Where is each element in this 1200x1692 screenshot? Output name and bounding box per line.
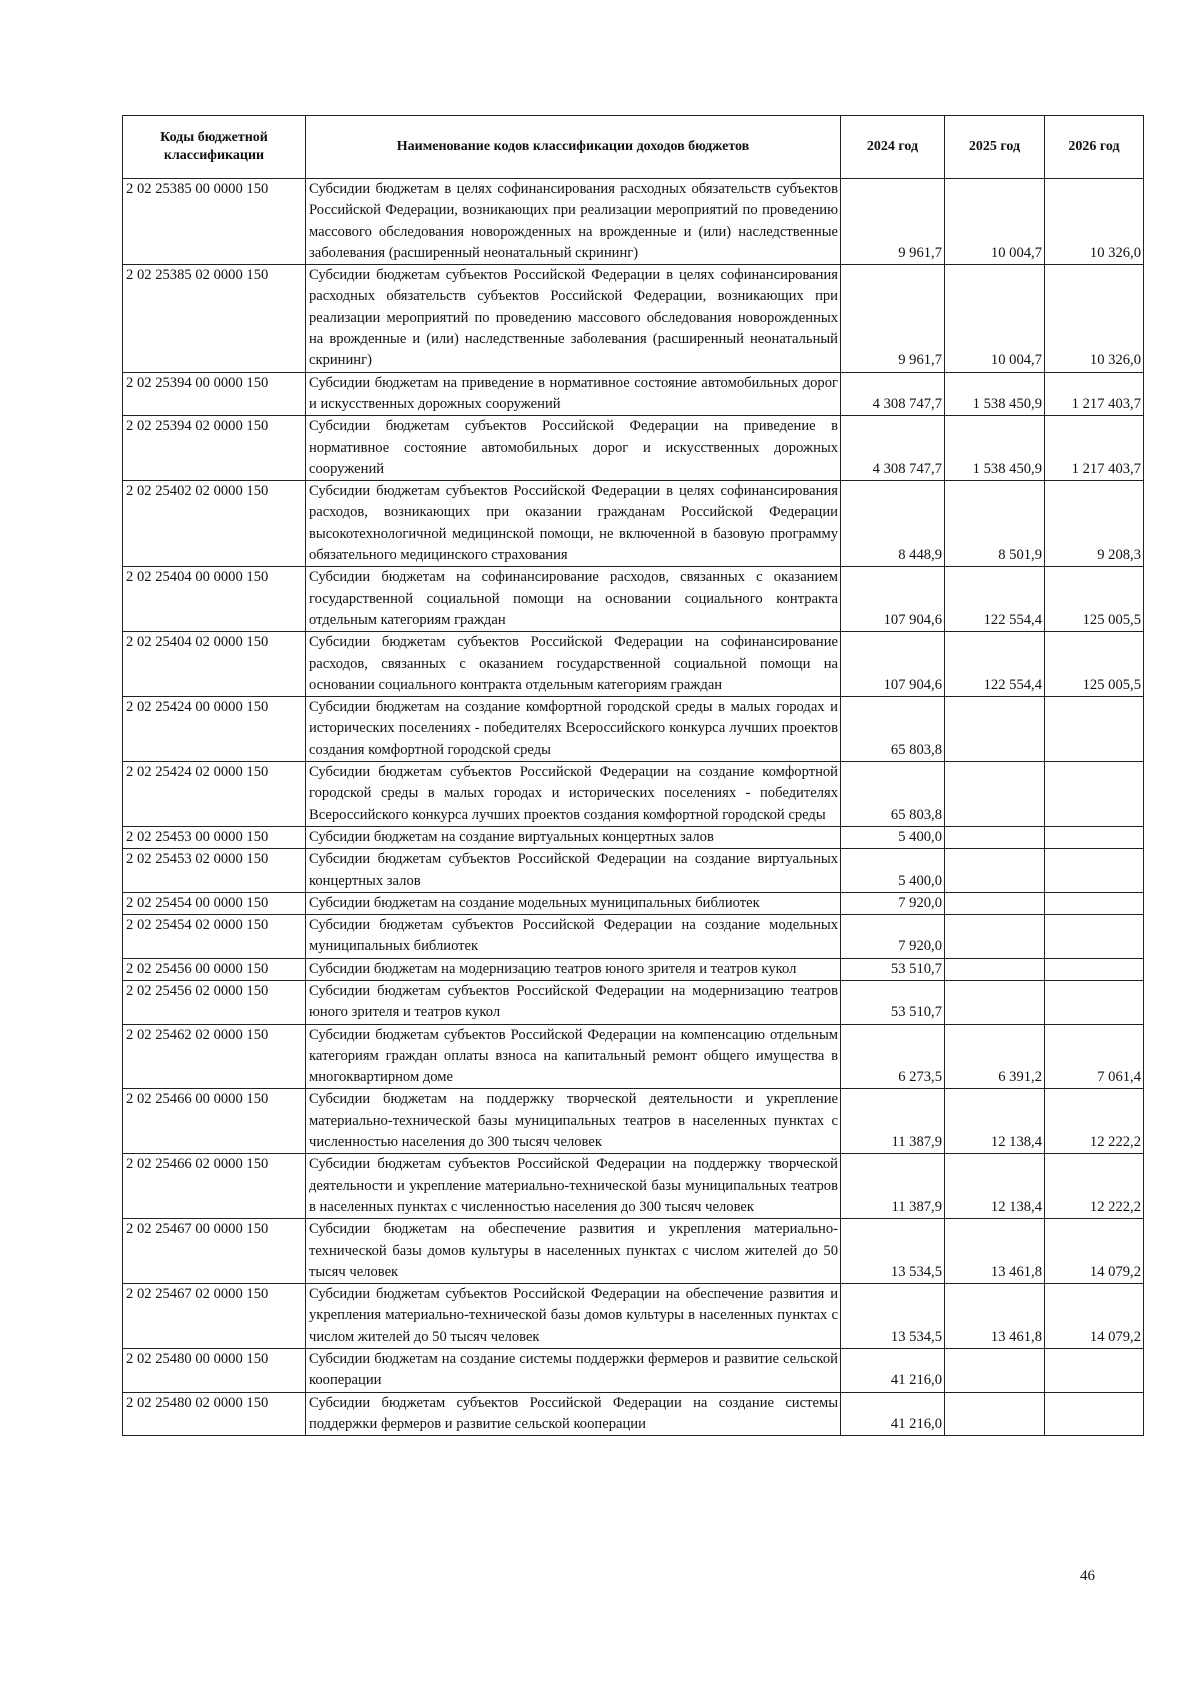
row-value-2025 bbox=[945, 980, 1045, 1024]
table-row bbox=[123, 980, 1144, 1024]
row-code-cell: 2 02 25453 00 0000 150 bbox=[123, 826, 306, 848]
row-value-2026 bbox=[1045, 849, 1144, 893]
row-name-cell: Субсидии бюджетам субъектов Российской Федерации на создание модельных муниципальных библиотек bbox=[306, 915, 841, 959]
row-value-2025 bbox=[945, 892, 1045, 914]
row-code-cell: 2 02 25394 02 0000 150 bbox=[123, 416, 306, 481]
row-value-2025: 122 554,4 bbox=[945, 632, 1045, 697]
table-row bbox=[123, 1349, 1144, 1393]
row-value-2024: 65 803,8 bbox=[841, 762, 945, 827]
row-value-2026: 125 005,5 bbox=[1045, 567, 1144, 632]
row-value-2026: 9 208,3 bbox=[1045, 481, 1144, 567]
row-value-2024: 5 400,0 bbox=[841, 849, 945, 893]
row-value-2025: 12 138,4 bbox=[945, 1154, 1045, 1219]
row-value-2025: 13 461,8 bbox=[945, 1219, 1045, 1284]
row-name-cell: Субсидии бюджетам субъектов Российской Федерации на создание системы поддержки фермеров и развитие сельской кооперации bbox=[306, 1392, 841, 1436]
row-name-cell: Субсидии бюджетам субъектов Российской Федерации на модернизацию театров юного зрителя и театров кукол bbox=[306, 980, 841, 1024]
row-code-cell: 2 02 25385 02 0000 150 bbox=[123, 265, 306, 372]
row-name-cell: Субсидии бюджетам на поддержку творческой деятельности и укрепление материально-технической базы муниципальных театров в населенных пунктах с численностью населения до 300 тысяч человек bbox=[306, 1089, 841, 1154]
table-row bbox=[123, 697, 1144, 762]
row-value-2026 bbox=[1045, 915, 1144, 959]
row-value-2024: 65 803,8 bbox=[841, 697, 945, 762]
row-name-cell: Субсидии бюджетам субъектов Российской Федерации на компенсацию отдельным категориям граждан оплаты взноса на капитальный ремонт общего имущества в многоквартирном доме bbox=[306, 1024, 841, 1089]
row-value-2025: 6 391,2 bbox=[945, 1024, 1045, 1089]
row-value-2025 bbox=[945, 1392, 1045, 1436]
row-code-cell: 2 02 25424 00 0000 150 bbox=[123, 697, 306, 762]
row-code-cell: 2 02 25466 02 0000 150 bbox=[123, 1154, 306, 1219]
row-name-cell: Субсидии бюджетам субъектов Российской Федерации на приведение в нормативное состояние автомобильных дорог и искусственных дорожных сооружений bbox=[306, 416, 841, 481]
header-name: Наименование кодов классификации доходов бюджетов bbox=[306, 116, 841, 179]
row-name-cell: Субсидии бюджетам субъектов Российской Федерации в целях софинансирования расходных обязательств субъектов Российской Федерации, возникающих при реализации мероприятий по проведению массового обследования новорожденных на врожденные и (или) наследственные заболевания (расширенный неонатальный скрининг) bbox=[306, 265, 841, 372]
row-code-cell: 2 02 25467 02 0000 150 bbox=[123, 1284, 306, 1349]
page-number: 46 bbox=[1080, 1568, 1095, 1584]
row-value-2026 bbox=[1045, 892, 1144, 914]
row-name-cell: Субсидии бюджетам субъектов Российской Федерации на обеспечение развития и укрепления материально-технической базы домов культуры в населенных пунктах с числом жителей до 50 тысяч человек bbox=[306, 1284, 841, 1349]
row-value-2024: 8 448,9 bbox=[841, 481, 945, 567]
header-code: Коды бюджетной классификации bbox=[123, 116, 306, 179]
table-row bbox=[123, 567, 1144, 632]
table-row bbox=[123, 265, 1144, 372]
row-code-cell: 2 02 25480 00 0000 150 bbox=[123, 1349, 306, 1393]
row-value-2024: 41 216,0 bbox=[841, 1349, 945, 1393]
row-value-2026: 1 217 403,7 bbox=[1045, 372, 1144, 416]
row-code-cell: 2 02 25454 00 0000 150 bbox=[123, 892, 306, 914]
row-value-2024: 13 534,5 bbox=[841, 1284, 945, 1349]
row-value-2026 bbox=[1045, 697, 1144, 762]
row-value-2026 bbox=[1045, 762, 1144, 827]
table-row bbox=[123, 372, 1144, 416]
row-code-cell: 2 02 25402 02 0000 150 bbox=[123, 481, 306, 567]
row-value-2026 bbox=[1045, 1349, 1144, 1393]
row-value-2026: 1 217 403,7 bbox=[1045, 416, 1144, 481]
row-name-cell: Субсидии бюджетам на создание комфортной городской среды в малых городах и исторических поселениях - победителях Всероссийского конкурса лучших проектов создания комфортной городской среды bbox=[306, 697, 841, 762]
row-name-cell: Субсидии бюджетам на обеспечение развития и укрепления материально-технической базы домов культуры в населенных пунктах с числом жителей до 50 тысяч человек bbox=[306, 1219, 841, 1284]
row-code-cell: 2 02 25424 02 0000 150 bbox=[123, 762, 306, 827]
row-value-2025 bbox=[945, 958, 1045, 980]
row-value-2024: 11 387,9 bbox=[841, 1154, 945, 1219]
row-value-2026: 10 326,0 bbox=[1045, 265, 1144, 372]
table-body bbox=[123, 179, 1144, 1436]
row-name-cell: Субсидии бюджетам на приведение в нормативное состояние автомобильных дорог и искусственных дорожных сооружений bbox=[306, 372, 841, 416]
row-value-2026: 7 061,4 bbox=[1045, 1024, 1144, 1089]
row-code-cell: 2 02 25454 02 0000 150 bbox=[123, 915, 306, 959]
row-name-cell: Субсидии бюджетам на софинансирование расходов, связанных с оказанием государственной социальной помощи на основании социального контракта отдельным категориям граждан bbox=[306, 567, 841, 632]
table-row bbox=[123, 481, 1144, 567]
row-name-cell: Субсидии бюджетам субъектов Российской Федерации на софинансирование расходов, связанных с оказанием государственной социальной помощи на основании социального контракта отдельным категориям граждан bbox=[306, 632, 841, 697]
row-value-2025 bbox=[945, 697, 1045, 762]
table-row bbox=[123, 892, 1144, 914]
row-value-2025: 1 538 450,9 bbox=[945, 416, 1045, 481]
row-value-2024: 9 961,7 bbox=[841, 179, 945, 265]
row-value-2026 bbox=[1045, 980, 1144, 1024]
row-value-2024: 107 904,6 bbox=[841, 632, 945, 697]
row-value-2025: 122 554,4 bbox=[945, 567, 1045, 632]
table-row bbox=[123, 826, 1144, 848]
row-value-2024: 53 510,7 bbox=[841, 980, 945, 1024]
row-value-2025: 1 538 450,9 bbox=[945, 372, 1045, 416]
row-value-2024: 7 920,0 bbox=[841, 892, 945, 914]
row-name-cell: Субсидии бюджетам на создание виртуальных концертных залов bbox=[306, 826, 841, 848]
table-row bbox=[123, 1219, 1144, 1284]
table-row bbox=[123, 1024, 1144, 1089]
table-row bbox=[123, 1154, 1144, 1219]
row-value-2026 bbox=[1045, 958, 1144, 980]
table-row bbox=[123, 915, 1144, 959]
row-code-cell: 2 02 25456 00 0000 150 bbox=[123, 958, 306, 980]
row-value-2025 bbox=[945, 915, 1045, 959]
row-value-2024: 6 273,5 bbox=[841, 1024, 945, 1089]
row-name-cell: Субсидии бюджетам на создание модельных муниципальных библиотек bbox=[306, 892, 841, 914]
row-code-cell: 2 02 25385 00 0000 150 bbox=[123, 179, 306, 265]
row-value-2024: 7 920,0 bbox=[841, 915, 945, 959]
row-code-cell: 2 02 25466 00 0000 150 bbox=[123, 1089, 306, 1154]
row-name-cell: Субсидии бюджетам субъектов Российской Федерации на создание виртуальных концертных залов bbox=[306, 849, 841, 893]
row-code-cell: 2 02 25453 02 0000 150 bbox=[123, 849, 306, 893]
row-name-cell: Субсидии бюджетам в целях софинансирования расходных обязательств субъектов Российской Федерации, возникающих при реализации мероприятий по проведению массового обследования новорожденных на врожденные и (или) наследственные заболевания (расширенный неонатальный скрининг) bbox=[306, 179, 841, 265]
row-value-2024: 13 534,5 bbox=[841, 1219, 945, 1284]
row-value-2024: 11 387,9 bbox=[841, 1089, 945, 1154]
row-name-cell: Субсидии бюджетам на создание системы поддержки фермеров и развитие сельской кооперации bbox=[306, 1349, 841, 1393]
row-value-2024: 9 961,7 bbox=[841, 265, 945, 372]
row-value-2025: 10 004,7 bbox=[945, 179, 1045, 265]
row-code-cell: 2 02 25467 00 0000 150 bbox=[123, 1219, 306, 1284]
row-value-2024: 41 216,0 bbox=[841, 1392, 945, 1436]
row-value-2026: 14 079,2 bbox=[1045, 1284, 1144, 1349]
row-name-cell: Субсидии бюджетам на модернизацию театров юного зрителя и театров кукол bbox=[306, 958, 841, 980]
row-value-2026: 12 222,2 bbox=[1045, 1089, 1144, 1154]
row-value-2025 bbox=[945, 1349, 1045, 1393]
row-name-cell: Субсидии бюджетам субъектов Российской Федерации на создание комфортной городской среды в малых городах и исторических поселениях - победителях Всероссийского конкурса лучших проектов создания комфортной городской среды bbox=[306, 762, 841, 827]
row-value-2026: 10 326,0 bbox=[1045, 179, 1144, 265]
row-name-cell: Субсидии бюджетам субъектов Российской Федерации в целях софинансирования расходов, возникающих при оказании гражданам Российской Федерации высокотехнологичной медицинской помощи, не включенной в базовую программу обязательного медицинского страхования bbox=[306, 481, 841, 567]
header-2024: 2024 год bbox=[841, 116, 945, 179]
table-row bbox=[123, 1392, 1144, 1436]
row-value-2025 bbox=[945, 762, 1045, 827]
table-row bbox=[123, 849, 1144, 893]
table-header-row bbox=[123, 116, 1144, 179]
row-value-2026: 14 079,2 bbox=[1045, 1219, 1144, 1284]
row-value-2025 bbox=[945, 826, 1045, 848]
row-code-cell: 2 02 25480 02 0000 150 bbox=[123, 1392, 306, 1436]
row-value-2024: 5 400,0 bbox=[841, 826, 945, 848]
budget-revenue-table bbox=[122, 115, 1144, 1436]
row-code-cell: 2 02 25394 00 0000 150 bbox=[123, 372, 306, 416]
row-value-2025 bbox=[945, 849, 1045, 893]
table-row bbox=[123, 762, 1144, 827]
header-2026: 2026 год bbox=[1045, 116, 1144, 179]
row-value-2025: 10 004,7 bbox=[945, 265, 1045, 372]
row-code-cell: 2 02 25456 02 0000 150 bbox=[123, 980, 306, 1024]
row-value-2025: 13 461,8 bbox=[945, 1284, 1045, 1349]
row-value-2024: 53 510,7 bbox=[841, 958, 945, 980]
table-row bbox=[123, 632, 1144, 697]
table-row bbox=[123, 958, 1144, 980]
header-2025: 2025 год bbox=[945, 116, 1045, 179]
table-row bbox=[123, 1089, 1144, 1154]
row-value-2026 bbox=[1045, 1392, 1144, 1436]
row-value-2026 bbox=[1045, 826, 1144, 848]
row-value-2025: 12 138,4 bbox=[945, 1089, 1045, 1154]
row-value-2024: 4 308 747,7 bbox=[841, 372, 945, 416]
table-row bbox=[123, 416, 1144, 481]
row-value-2024: 107 904,6 bbox=[841, 567, 945, 632]
row-value-2024: 4 308 747,7 bbox=[841, 416, 945, 481]
table-row bbox=[123, 179, 1144, 265]
row-name-cell: Субсидии бюджетам субъектов Российской Федерации на поддержку творческой деятельности и укрепление материально-технической базы муниципальных театров в населенных пунктах с численностью населения до 300 тысяч человек bbox=[306, 1154, 841, 1219]
table-row bbox=[123, 1284, 1144, 1349]
row-value-2025: 8 501,9 bbox=[945, 481, 1045, 567]
row-code-cell: 2 02 25404 02 0000 150 bbox=[123, 632, 306, 697]
row-value-2026: 12 222,2 bbox=[1045, 1154, 1144, 1219]
row-value-2026: 125 005,5 bbox=[1045, 632, 1144, 697]
row-code-cell: 2 02 25462 02 0000 150 bbox=[123, 1024, 306, 1089]
row-code-cell: 2 02 25404 00 0000 150 bbox=[123, 567, 306, 632]
